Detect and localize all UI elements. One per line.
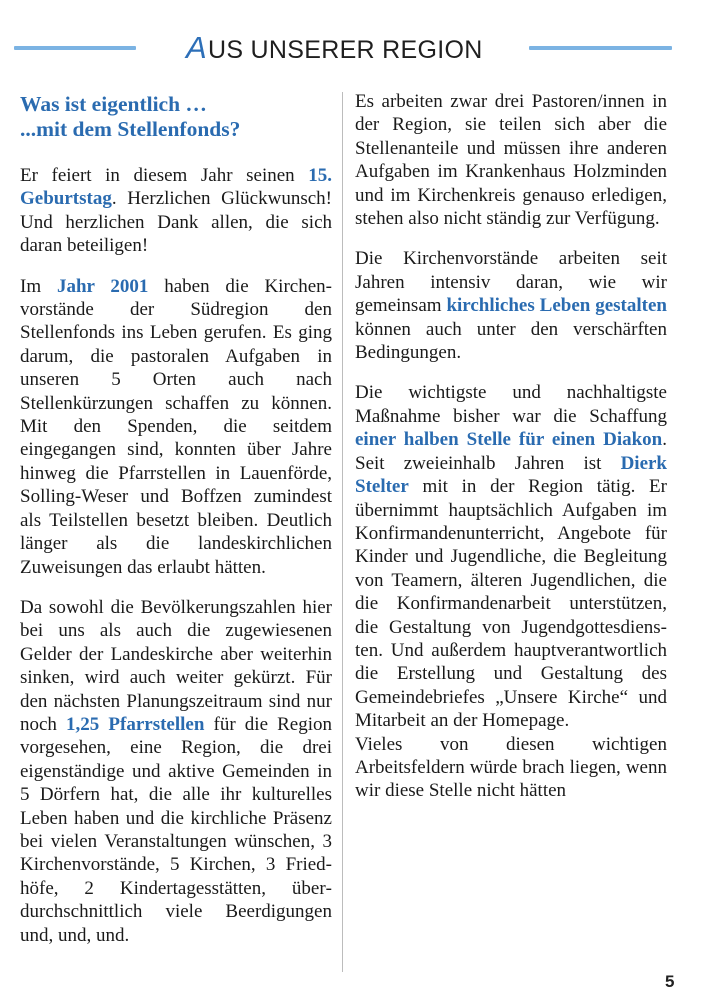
header-rule-left — [14, 46, 136, 50]
text: . Herzlichen Glückwunsch! Und herzlichen Dank allen, die sich daran beteiligen! — [20, 188, 332, 257]
text: für die Region vorgesehen, eine Region, die drei eigenständige und aktive Gemeinden in 5 Dörfern hat, die alle ihr kulturelles Leben haben und die kirchliche Präsenz bei vielen Veranstaltungen wünschen, 3 Kirchenvorstände, 5 Kirchen, 3 Friedhöfe, 2 Kindertagesstätten, überdurchschnittlich viele Beerdigungen und, und, und. — [20, 713, 332, 946]
section-title — [186, 30, 483, 66]
paragraph-deacon — [355, 381, 667, 732]
text: können auch unter den verschärften Bedingungen. — [355, 318, 667, 364]
section-title-initial: A — [186, 30, 207, 65]
header-rule-right — [529, 46, 672, 50]
column-divider — [342, 92, 343, 972]
paragraph-history — [20, 275, 332, 579]
highlight-year: Jahr 2001 — [56, 275, 149, 297]
text: mit in der Region tätig. Er übernimmt hauptsächlich Aufgaben im Konfirmandenunterricht, Angebote für Kinder und Jugendliche, die Begleitung von Teamern, älteren Jugendlichen, die die Konfirmandenarbeit unterstützen, die Gestaltung von Jugendgottesdiensten. Und außerdem hauptverantwortlich die Erstellung und Gestaltung des Gemeindebriefes „Unsere Kirche“ und Mitarbeit an der Homepage. — [355, 476, 667, 732]
section-title-rest: US UNSERER REGION — [207, 36, 483, 64]
column-right — [355, 90, 667, 803]
highlight-anniversary: 15. Geburtstag — [20, 165, 332, 210]
text: . Seit zweieinhalb Jahren ist — [355, 429, 667, 474]
article-title-line2: ...mit dem Stellenfonds? — [20, 117, 241, 141]
text: Im — [20, 275, 57, 297]
paragraph-cuts — [20, 596, 332, 947]
article-title — [20, 90, 332, 142]
highlight-church-life: kirchliches Leben gestalten — [446, 295, 667, 317]
highlight-positions: 1,25 Pfarrstellen — [66, 713, 205, 735]
page-header — [0, 22, 709, 72]
article-title-line1: Was ist eigentlich … — [20, 92, 207, 116]
text: Die wichtigste und nachhaltigste Maßnahme bisher war die Schaffung — [355, 382, 667, 427]
paragraph-pastors: Es arbeiten zwar drei Pastoren/innen in der Region, sie teilen sich aber die Stellenanteile und müssen ihre anderen Aufgaben im Krankenhaus Holzminden und im Kirchenkreis genauso erledigen, stehen also nicht ständig zur Verfügung. — [355, 91, 667, 230]
highlight-deacon-position: einer halben Stelle für einen Diakon — [355, 429, 663, 451]
paragraph-anniversary — [20, 164, 332, 258]
text: Die Kirchenvorstände arbeiten seit Jahren intensiv daran, wie wir gemeinsam — [355, 248, 667, 317]
paragraph-closing: Vieles von diesen wichtigen Arbeitsfeldern würde brach liegen, wenn wir diese Stelle nicht hätten — [355, 733, 667, 802]
text: haben die Kirchenvorstände der Südregion den Stellenfonds ins Leben gerufen. Es ging darum, die pastoralen Aufgaben in unseren 5 Orten auch nach Stellenkürzungen schaffen zu können. Mit den Spenden, die seitdem eingegangen sind, konnten über Jahre hinweg die Pfarrstellen in Lauenförde, Solling-Weser und Boffzen zumindest als Teilstellen besetzt bleiben. Deutlich länger als die landeskirchlichen Zuweisungen das erlaubt hätten. — [20, 275, 332, 578]
highlight-deacon-name: Dierk Stelter — [355, 452, 667, 498]
text: Er feiert in diesem Jahr seinen — [20, 165, 309, 186]
paragraph-councils — [355, 247, 667, 364]
text: Da sowohl die Bevölkerungszahlen hier bei uns als auch die zugewiesenen Gelder der Landeskirche aber weiterhin sinken, wird auch weiter gekürzt. Für den nächsten Planungszeitraum sind nur noch — [20, 596, 332, 735]
column-left — [20, 90, 332, 947]
page-number: 5 — [665, 972, 675, 991]
